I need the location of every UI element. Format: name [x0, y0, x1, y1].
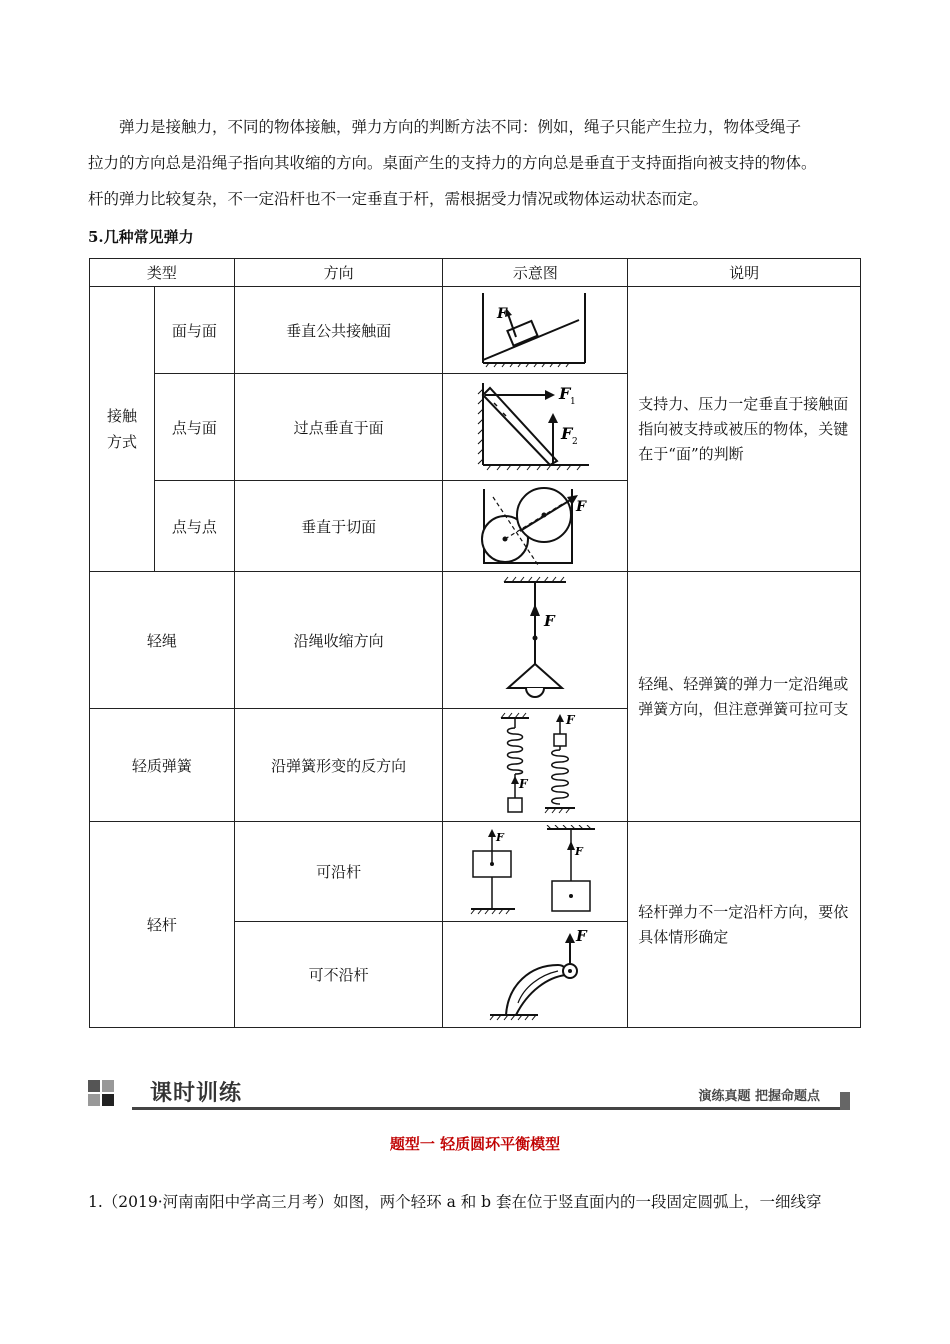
rod-along-diagram: [465, 825, 605, 919]
header-diagram: 示意图: [443, 259, 628, 287]
intro-line-2: 拉力的方向总是沿绳子指向其收缩的方向。桌面产生的支持力的方向总是垂直于支持面指向被支持的物体。: [88, 154, 817, 172]
row-direction: 垂直于切面: [234, 481, 443, 572]
bent-rod-diagram: [478, 925, 593, 1025]
row-type: 面与面: [154, 287, 234, 374]
force-label: F: [497, 306, 508, 322]
row-type: 点与点: [154, 481, 234, 572]
row-type: 轻绳: [90, 572, 235, 709]
diagram-point-face: [443, 374, 628, 481]
svg-text:F: F: [575, 499, 586, 515]
incline-block-diagram: [475, 290, 595, 370]
banner-subtitle: 演练真题 把握命题点: [698, 1089, 820, 1104]
note-contact: 支持力、压力一定垂直于接触面指向被支持或被压的物体，关键在于“面”的判断: [628, 287, 861, 572]
row-direction: 可不沿杆: [234, 922, 443, 1028]
diagram-rod-along: [443, 822, 628, 922]
diagram-rod-not-along: [443, 922, 628, 1028]
question-1: 1.（2019·河南南阳中学高三月考）如图，两个轻环 a 和 b 套在位于竖直面内的一段固定圆弧上，一细线穿: [88, 1193, 822, 1211]
svg-text:F: F: [575, 844, 584, 858]
section-title: 5.几种常见弹力: [88, 228, 194, 246]
svg-text:F: F: [575, 926, 587, 945]
row-direction: 沿弹簧形变的反方向: [234, 709, 443, 822]
banner-title: 课时训练: [150, 1081, 243, 1106]
intro-paragraph: [88, 109, 878, 217]
header-note: 说明: [628, 259, 861, 287]
row-direction: 垂直公共接触面: [234, 287, 443, 374]
row-type: 点与面: [154, 374, 234, 481]
diagram-face-face: [443, 287, 628, 374]
row-direction: 过点垂直于面: [234, 374, 443, 481]
svg-text:F: F: [496, 830, 505, 844]
intro-line-3: 杆的弹力比较复杂，不一定沿杆也不一定垂直于杆，需根据受力情况或物体运动状态而定。: [88, 190, 709, 208]
svg-text:F: F: [558, 384, 571, 403]
header-type: 类型: [90, 259, 235, 287]
diagram-rope: [443, 572, 628, 709]
contact-group-label: 接触方式: [90, 287, 155, 572]
springs-diagram: [485, 712, 585, 818]
svg-text:F: F: [519, 777, 528, 791]
banner-divider: [132, 1107, 840, 1110]
elastic-force-table: [89, 258, 861, 1028]
svg-text:F: F: [560, 424, 573, 443]
diagram-spring: [443, 709, 628, 822]
row-direction: 可沿杆: [234, 822, 443, 922]
row-type: 轻质弹簧: [90, 709, 235, 822]
banner-squares-icon: [88, 1080, 120, 1110]
banner-end-block: [840, 1092, 850, 1110]
rod-corner-diagram: [473, 379, 598, 475]
row-direction: 沿绳收缩方向: [234, 572, 443, 709]
diagram-point-point: [443, 481, 628, 572]
intro-line-1: 弹力是接触力，不同的物体接触，弹力方向的判断方法不同：例如，绳子只能产生拉力，物体受绳子: [119, 118, 802, 136]
note-rod: 轻杆弹力不一定沿杆方向，要依具体情形确定: [628, 822, 861, 1028]
two-balls-diagram: [478, 485, 593, 567]
svg-text:F: F: [566, 713, 575, 727]
note-rope-spring: 轻绳、轻弹簧的弹力一定沿绳或弹簧方向，但注意弹簧可拉可支: [628, 572, 861, 822]
hanging-lamp-diagram: [490, 576, 580, 704]
question-type-heading: 题型一 轻质圆环平衡模型: [389, 1135, 561, 1153]
svg-text:1: 1: [569, 397, 576, 407]
header-direction: 方向: [234, 259, 443, 287]
svg-text:F: F: [544, 612, 555, 630]
section-banner: [88, 1076, 850, 1112]
row-type: 轻杆: [90, 822, 235, 1028]
svg-text:2: 2: [571, 437, 578, 447]
